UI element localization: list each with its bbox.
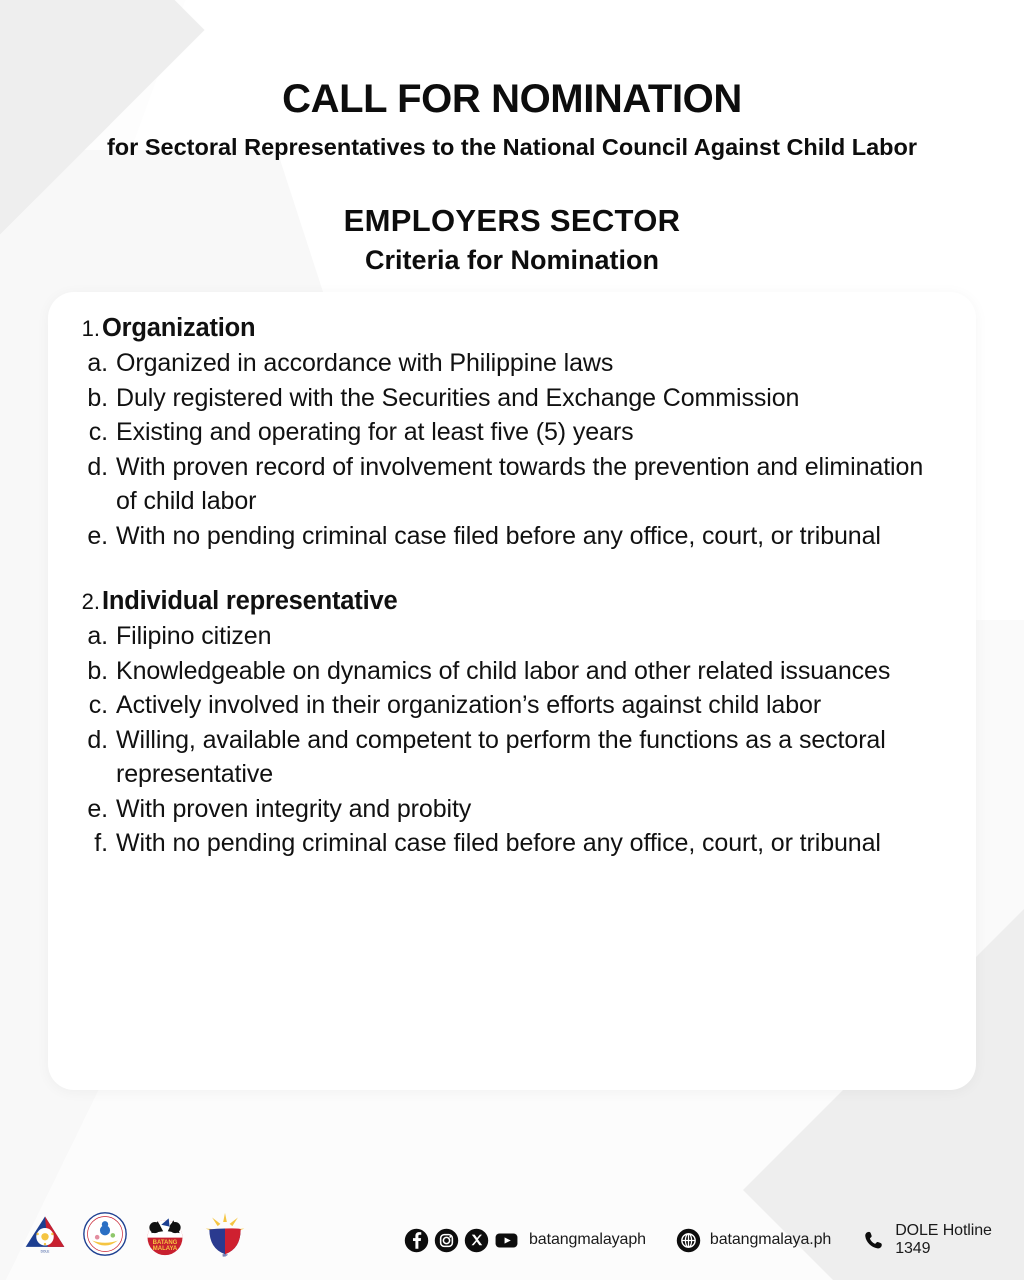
website-url[interactable]: batangmalaya.ph <box>709 1231 832 1248</box>
hotline-group <box>861 1222 1024 1258</box>
criteria-subitem-marker: a. <box>87 349 108 377</box>
criteria-subitem-text: Willing, available and competent to perform the functions as a sectoral representative <box>116 725 886 788</box>
criteria-subitem-marker: b. <box>87 383 108 412</box>
criteria-subitem <box>74 415 950 450</box>
criteria-subitem-marker: c. <box>88 691 108 719</box>
criteria-subitem-text: Duly registered with the Securities and Exchange Commission <box>116 383 800 412</box>
svg-text:MALAYA: MALAYA <box>152 1246 178 1253</box>
criteria-subitem-marker: b. <box>87 656 108 685</box>
criteria-section-title: Organization <box>102 314 256 342</box>
criteria-subitem-text: Filipino citizen <box>116 622 272 650</box>
criteria-subitem <box>74 381 950 416</box>
x-twitter-icon[interactable] <box>464 1228 489 1253</box>
website-group <box>676 1228 831 1253</box>
criteria-subitem <box>74 654 950 689</box>
criteria-section-title: Individual representative <box>102 587 398 615</box>
criteria-subitem-marker: d. <box>87 725 108 754</box>
criteria-subitem-text: With proven record of involvement towards the prevention and elimination of child labor <box>116 452 924 515</box>
page-subtitle: for Sectoral Representatives to the National Council Against Child Labor <box>106 134 917 160</box>
svg-text:DOLE: DOLE <box>40 1249 50 1254</box>
criteria-subitem <box>74 346 950 381</box>
criteria-section-number: 1. <box>81 316 100 341</box>
criteria-subitem <box>74 826 950 861</box>
batang-malaya-logo <box>142 1211 188 1257</box>
criteria-subitem-marker: f. <box>94 829 108 857</box>
criteria-subitem-marker: d. <box>87 452 108 481</box>
criteria-subitem-text: Knowledgeable on dynamics of child labor and other related issuances <box>116 656 891 685</box>
criteria-subitem-text: With no pending criminal case filed before any office, court, or tribunal <box>116 521 881 550</box>
youtube-icon[interactable] <box>494 1228 519 1253</box>
svg-text:BATANG: BATANG <box>152 1240 178 1247</box>
criteria-section <box>74 314 950 553</box>
social-handle[interactable]: batangmalayaph <box>529 1231 646 1248</box>
criteria-list <box>74 314 950 861</box>
criteria-subitem <box>74 792 950 827</box>
social-icons <box>404 1228 519 1253</box>
facebook-icon[interactable] <box>404 1228 429 1253</box>
criteria-subitem <box>74 723 950 792</box>
criteria-section-heading <box>74 314 950 343</box>
criteria-subitem-marker: e. <box>87 794 108 823</box>
criteria-subitem <box>74 688 950 723</box>
criteria-subitem-marker: a. <box>87 622 108 650</box>
globe-icon <box>676 1228 701 1253</box>
criteria-subitem-text: With no pending criminal case filed before any office, court, or tribunal <box>116 829 881 857</box>
sector-subtitle: Criteria for Nomination <box>364 244 660 275</box>
criteria-section-number: 2. <box>81 589 100 614</box>
bagong-pilipinas-logo <box>202 1211 248 1257</box>
criteria-subitem-text: Existing and operating for at least five (5) years <box>116 418 634 446</box>
svg-text:BP: BP <box>222 1253 228 1257</box>
criteria-subitem-text: Organized in accordance with Philippine laws <box>116 349 614 377</box>
criteria-subitem-text: With proven integrity and probity <box>116 794 472 823</box>
criteria-subitem <box>74 619 950 654</box>
dole-logo <box>22 1211 68 1257</box>
poster-header <box>0 0 1024 276</box>
instagram-icon[interactable] <box>434 1228 459 1253</box>
criteria-subitem-list <box>74 619 950 861</box>
criteria-subitem-marker: c. <box>88 418 108 446</box>
hotline-number[interactable]: DOLE Hotline 1349 <box>895 1222 992 1257</box>
criteria-card <box>48 292 976 1090</box>
sector-title: EMPLOYERS SECTOR <box>343 203 681 239</box>
criteria-section <box>74 587 950 861</box>
ncacl-logo <box>82 1211 128 1257</box>
social-contact-strip <box>404 1222 1024 1258</box>
criteria-subitem <box>74 450 950 519</box>
criteria-subitem-text: Actively involved in their organization’s efforts against child labor <box>116 691 822 719</box>
phone-icon <box>861 1228 886 1253</box>
page-title: CALL FOR NOMINATION <box>282 77 742 121</box>
poster-footer <box>0 1188 1024 1280</box>
logo-strip <box>0 1211 248 1257</box>
criteria-section-heading <box>74 587 950 616</box>
criteria-subitem-list <box>74 346 950 553</box>
criteria-subitem-marker: e. <box>87 521 108 550</box>
criteria-subitem <box>74 519 950 554</box>
